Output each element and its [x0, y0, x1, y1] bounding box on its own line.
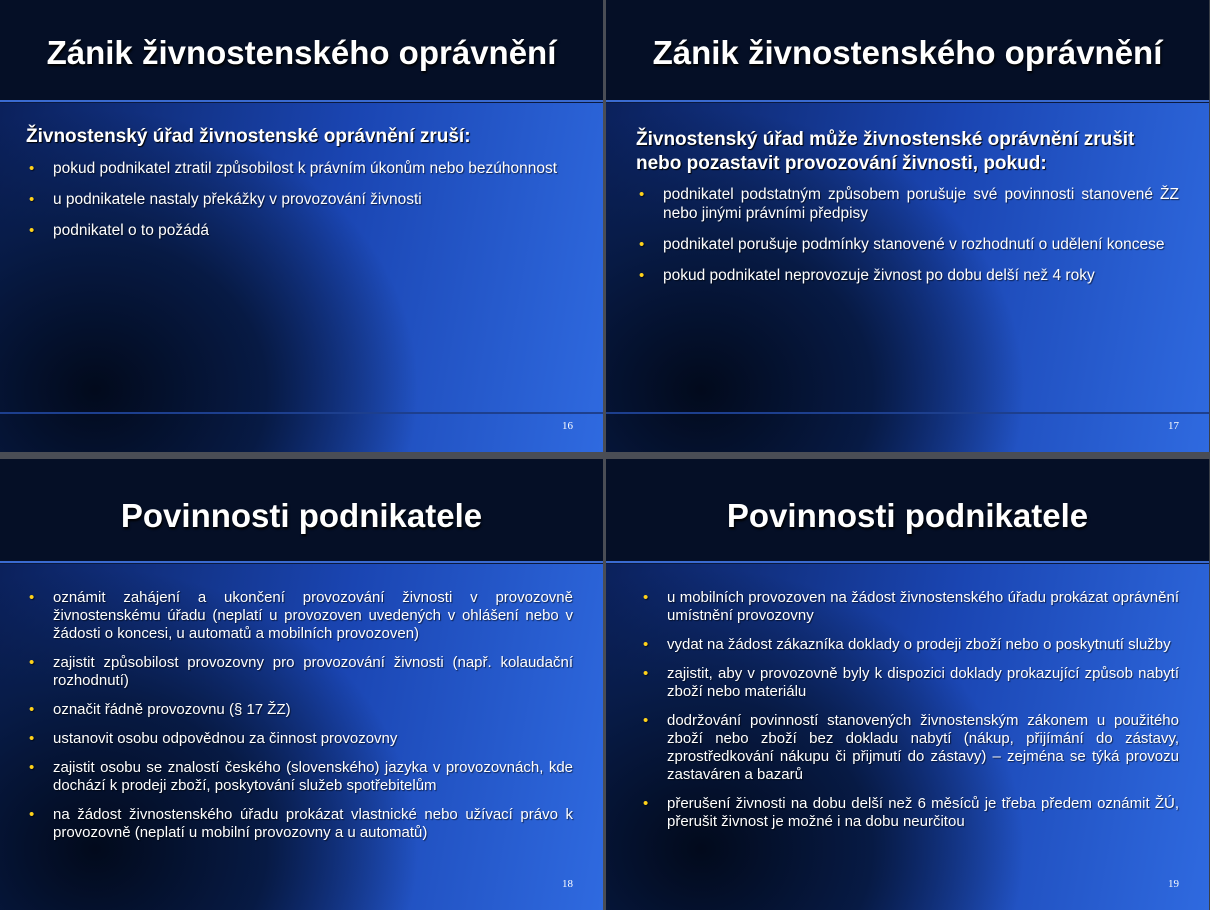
- bullet-icon: •: [643, 665, 649, 682]
- slide-heading: Živnostenský úřad živnostenské oprávnění zruší:: [26, 126, 471, 147]
- bullet-icon: •: [643, 636, 649, 653]
- bullet-list: [640, 589, 1179, 831]
- bullet-icon: •: [29, 191, 35, 208]
- list-item: • u mobilních provozoven na žádost živnostenského úřadu prokázat oprávnění umístnění provozovny: [643, 589, 1179, 624]
- bullet-icon: •: [29, 701, 35, 718]
- bullet-icon: •: [639, 267, 645, 284]
- list-item: • na žádost živnostenského úřadu prokázat vlastnické nebo užívací právo k provozovně (neplatí u mobilní provozovny a u automatů): [29, 806, 573, 841]
- page-number: 19: [1168, 878, 1179, 890]
- slide-18[interactable]: [0, 459, 603, 910]
- bullet-icon: •: [29, 160, 35, 177]
- bullet-icon: •: [643, 589, 649, 606]
- list-item: • přerušení živnosti na dobu delší než 6 měsíců je třeba předem oznámit ŽÚ, přerušit živnost je možné i na dobu neurčitou: [643, 795, 1179, 830]
- list-item: • oznámit zahájení a ukončení provozování živnosti v provozovně živnostenskému úřadu (neplatí u provozoven uvedených v ohlášení nebo v žádosti o koncesi, u automatů a mobilních provozoven): [29, 589, 573, 642]
- list-item: • vydat na žádost zákazníka doklady o prodeji zboží nebo o poskytnutí služby: [643, 636, 1171, 653]
- list-item: • ustanovit osobu odpovědnou za činnost provozovny: [29, 730, 398, 747]
- slide-content: [26, 589, 573, 853]
- bullet-icon: •: [29, 222, 35, 239]
- slide-title: Povinnosti podnikatele: [120, 497, 483, 534]
- list-item: • podnikatel o to požádá: [29, 222, 209, 239]
- bullet-list: [636, 185, 1179, 285]
- title-bar: [606, 0, 1209, 102]
- list-item: • zajistit osobu se znalostí českého (slovenského) jazyka v provozovnách, kde dochází k prodeji zboží, poskytování služeb spotřebitelům: [29, 759, 573, 794]
- page-number: 16: [562, 420, 573, 432]
- list-item: • pokud podnikatel neprovozuje živnost po dobu delší než 4 roky: [639, 267, 1095, 284]
- page-number: 17: [1168, 420, 1179, 432]
- list-item: • označit řádně provozovnu (§ 17 ŽZ): [29, 701, 291, 718]
- footer-line: [606, 412, 1209, 414]
- slide-content: [26, 125, 573, 252]
- bullet-icon: •: [29, 759, 35, 776]
- bullet-list: [26, 589, 573, 842]
- bullet-icon: •: [29, 806, 35, 823]
- list-item: • u podnikatele nastaly překážky v provozování živnosti: [29, 191, 422, 208]
- slide-heading: Živnostenský úřad může živnostenské oprávnění zrušit nebo pozastavit provozování živnosti, pokud:: [636, 129, 1135, 174]
- slide-16[interactable]: [0, 0, 603, 452]
- bullet-icon: •: [29, 654, 35, 671]
- list-item: • dodržování povinností stanovených živnostenským zákonem u použitého zboží nebo zboží bez dokladu nabytí (nákup, přijímání do zástavy, zprostředkování nákupu či přijmutí do zástavy) – zejména se týká provozu zastaváren a bazarů: [643, 712, 1179, 783]
- bullet-icon: •: [643, 712, 649, 729]
- slide-17[interactable]: [606, 0, 1209, 452]
- page-number: 18: [562, 878, 573, 890]
- slide-content: [636, 128, 1179, 297]
- list-item: • podnikatel podstatným způsobem porušuje své povinnosti stanovené ŽZ nebo jinými právními předpisy: [639, 186, 1179, 222]
- slide-content: [640, 589, 1179, 842]
- title-bar: [606, 459, 1209, 563]
- slide-title: Zánik živnostenského oprávnění: [652, 34, 1163, 71]
- title-bar: [0, 0, 603, 102]
- list-item: • zajistit způsobilost provozovny pro provozování živnosti (např. kolaudační rozhodnutí): [29, 654, 573, 689]
- slide-title: Povinnosti podnikatele: [726, 497, 1089, 534]
- footer-line: [0, 412, 603, 414]
- bullet-icon: •: [643, 795, 649, 812]
- list-item: • zajistit, aby v provozovně byly k dispozici doklady prokazující způsob nabytí zboží nebo materiálu: [643, 665, 1179, 700]
- bullet-icon: •: [29, 730, 35, 747]
- bullet-icon: •: [639, 236, 645, 253]
- slide-19[interactable]: [606, 459, 1209, 910]
- bullet-icon: •: [29, 589, 35, 606]
- bullet-list: [26, 159, 573, 240]
- slide-title: Zánik živnostenského oprávnění: [46, 34, 557, 71]
- list-item: • pokud podnikatel ztratil způsobilost k právním úkonům nebo bezúhonnost: [29, 160, 558, 177]
- bullet-icon: •: [639, 186, 645, 203]
- list-item: • podnikatel porušuje podmínky stanovené v rozhodnutí o udělení koncese: [639, 236, 1165, 253]
- title-bar: [0, 459, 603, 563]
